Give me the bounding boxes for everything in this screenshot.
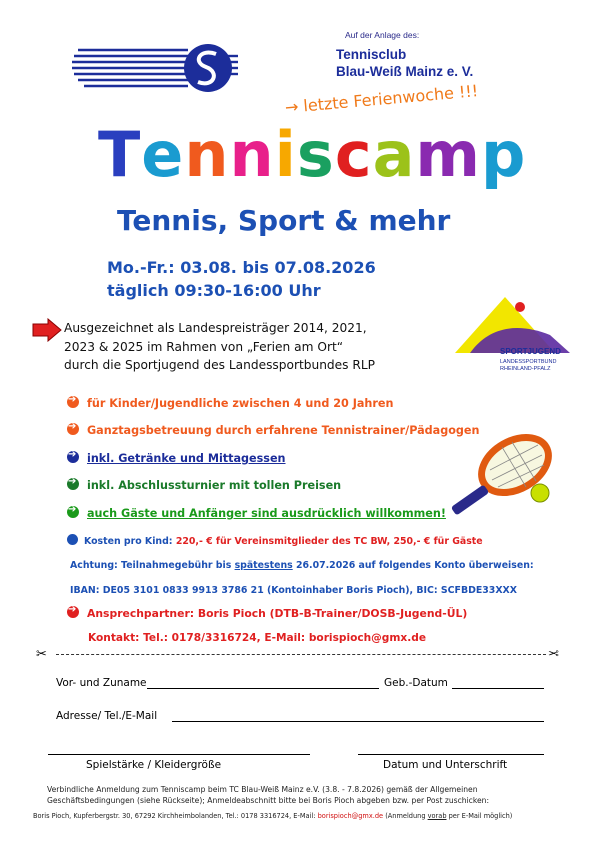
dates-line1: Mo.-Fr.: 03.08. bis 07.08.2026 <box>107 258 376 277</box>
arrow-circle-icon <box>67 534 78 545</box>
bullet-item <box>67 451 286 465</box>
scissors-icon: ✂ <box>36 647 47 662</box>
page-subtitle: Tennis, Sport & mehr <box>117 204 451 237</box>
title-letter: p <box>481 118 527 191</box>
arrow-circle-icon <box>67 606 79 618</box>
ansprech-text: Ansprechpartner: Boris Pioch (DTB-B-Trainer/DOSB-Jugend-ÜL) <box>87 607 468 620</box>
footer-line2: Geschäftsbedingungen (siehe Rückseite); Anmeldeabschnitt bitte bei Boris Pioch abgeben bzw. per Post zuschicken: <box>47 796 490 805</box>
award-line3: durch die Sportjugend des Landessportbundes RLP <box>64 358 376 372</box>
scissors-icon: ✂ <box>548 647 559 662</box>
arrow-circle-icon <box>67 478 79 490</box>
sportjugend-title: SPORTJUGEND <box>500 347 561 356</box>
last-week-banner: → letzte Ferienwoche !!! <box>284 81 479 117</box>
anlage-label: Auf der Anlage des: <box>345 30 420 40</box>
title-letter: s <box>296 118 335 191</box>
bullet-text: für Kinder/Jugendliche zwischen 4 und 20 Jahren <box>87 397 394 410</box>
kontakt-text: Kontakt: Tel.: 0178/3316724, E-Mail: borispioch@gmx.de <box>88 632 427 644</box>
title-letter: n <box>229 118 275 191</box>
datum-label: Datum und Unterschrift <box>383 759 508 771</box>
footer-email-link[interactable]: borispioch@gmx.de <box>317 812 384 820</box>
footer-address: Boris Pioch, Kupferbergstr. 30, 67292 Kirchheimbolanden, Tel.: 0178 3316724, E-Mail: <box>33 812 316 820</box>
dates-line2: täglich 09:30-16:00 Uhr <box>107 281 321 300</box>
title-letter: c <box>334 118 373 191</box>
footer-line1: Verbindliche Anmeldung zum Tenniscamp beim TC Blau-Weiß Mainz e.V. (3.8. - 7.8.2026) gemäß der Allgemeinen <box>47 785 478 794</box>
signature-field[interactable] <box>358 754 544 755</box>
club-name-line1: Tennisclub <box>336 47 407 62</box>
name-label: Vor- und Zuname <box>56 677 147 689</box>
arrow-circle-icon <box>67 396 79 408</box>
title-letter: n <box>184 118 230 191</box>
bullet-item <box>67 506 446 520</box>
kosten-row <box>67 534 483 547</box>
page-title <box>98 118 526 192</box>
adresse-label: Adresse/ Tel./E-Mail <box>56 710 158 722</box>
arrow-circle-icon <box>67 451 79 463</box>
achtung-pre: Achtung: Teilnahmegebühr bis <box>70 560 235 571</box>
bullet-item <box>67 478 341 492</box>
kosten-value: 220,- € für Vereinsmitglieder des TC BW, 250,- € für Gäste <box>175 536 483 547</box>
club-name-line2: Blau-Weiß Mainz e. V. <box>336 64 474 79</box>
sportjugend-logo <box>450 295 580 380</box>
kosten-label: Kosten pro Kind: <box>84 536 173 547</box>
award-line2: 2023 & 2025 im Rahmen von „Ferien am Ort“ <box>64 339 344 354</box>
ansprech-row <box>67 606 467 620</box>
red-arrow-icon <box>32 318 62 342</box>
bullet-item <box>67 396 393 410</box>
footer-note-pre: (Anmeldung <box>385 812 426 820</box>
tennis-racket-icon <box>440 425 565 525</box>
achtung-underlined: spätestens <box>234 560 293 571</box>
sportjugend-sub1: LANDESSPORTBUND <box>500 359 557 365</box>
title-letter: a <box>372 118 416 191</box>
bullet-item <box>67 423 479 437</box>
bullet-text: auch Gäste und Anfänger sind ausdrücklich willkommen! <box>87 507 446 520</box>
iban-text: IBAN: DE05 3101 0833 9913 3786 21 (Kontoinhaber Boris Pioch), BIC: SCFBDE33XXX <box>70 585 518 596</box>
achtung-post: 26.07.2026 auf folgendes Konto überweisen: <box>292 560 534 571</box>
footer-line3 <box>33 812 512 820</box>
bullet-text: inkl. Getränke und Mittagessen <box>87 452 286 465</box>
title-letter: e <box>141 118 185 191</box>
spiel-label: Spielstärke / Kleidergröße <box>86 759 222 771</box>
arrow-circle-icon <box>67 506 79 518</box>
cut-line <box>56 654 546 655</box>
club-logo <box>70 40 240 100</box>
award-line1: Ausgezeichnet als Landespreisträger 2014, 2021, <box>64 321 367 335</box>
geb-label: Geb.-Datum <box>384 677 448 689</box>
award-text <box>64 319 375 375</box>
adresse-field[interactable] <box>172 721 544 722</box>
title-letter: m <box>415 118 482 191</box>
geb-field[interactable] <box>452 688 544 689</box>
sportjugend-sub2: RHEINLAND-PFALZ <box>500 366 551 372</box>
arrow-circle-icon <box>67 423 79 435</box>
achtung-text <box>70 560 534 571</box>
bullet-text: Ganztagsbetreuung durch erfahrene Tennistrainer/Pädagogen <box>87 424 480 437</box>
title-letter: T <box>98 118 142 191</box>
name-field[interactable] <box>147 688 379 689</box>
bullet-text: inkl. Abschlussturnier mit tollen Preisen <box>87 479 342 492</box>
sportjugend-emblem-icon <box>450 295 580 355</box>
camp-dates <box>107 256 376 302</box>
footer-note-vorab: vorab <box>427 812 447 820</box>
footer-note-post: per E-Mail möglich) <box>448 812 513 820</box>
title-letter: i <box>274 118 297 191</box>
spiel-field[interactable] <box>48 754 310 755</box>
